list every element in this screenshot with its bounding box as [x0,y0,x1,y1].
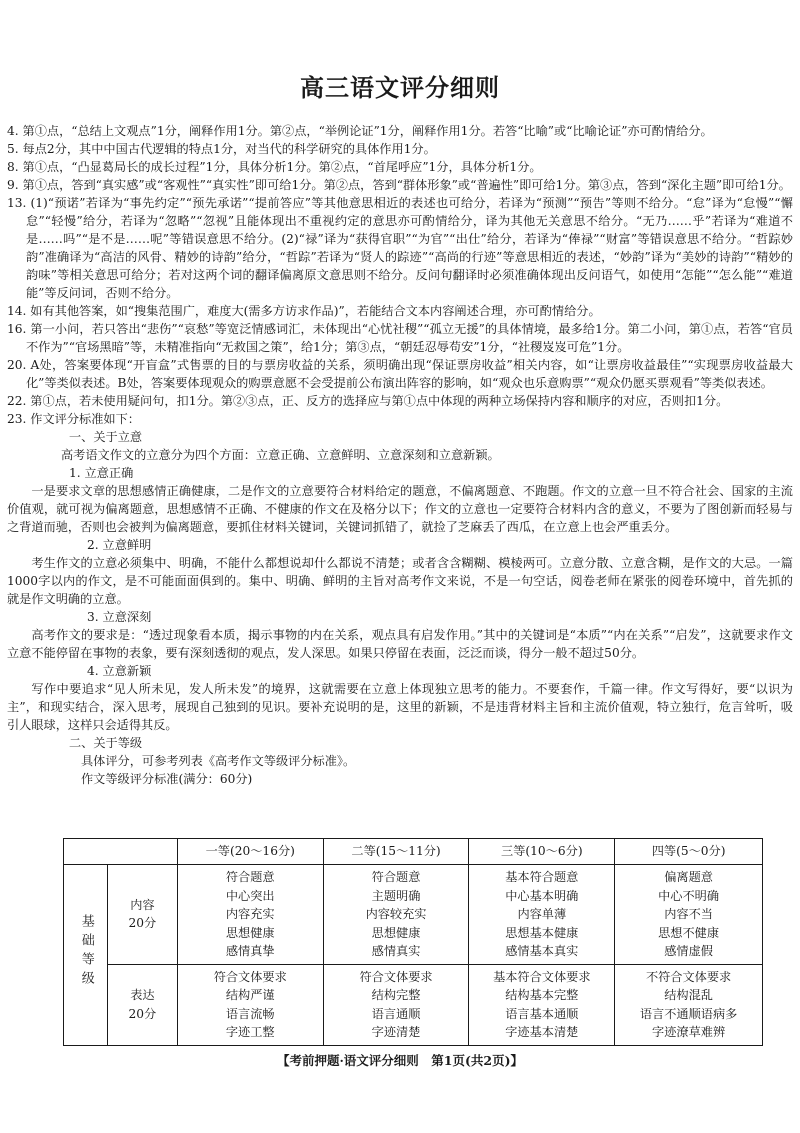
criterion: 语言通顺 [371,1006,421,1021]
subsection-heading-2: 2. 立意鲜明 [87,538,152,552]
criterion: 符合题意 [371,870,421,884]
criterion: 中心基本明确 [505,888,579,903]
scoring-rules [7,122,793,788]
table-corner-cell [64,839,178,865]
reference-note: 具体评分，可参考列表《高考作文等级评分标准》。 [81,754,356,768]
subsection-text-1: 一是要求文章的思想感情正确健康，二是作文的立意要符合材料给定的题意，不偏离题意、不跑题。作文的立意一旦不符合社会、国家的主流价值观，就可视为偏离题意，思想感情不正确、不健康的作文在及格分以下；作文的立意也一定要符合材料内含的意义，不要为了图创新而轻易与之背道而驰，否则也会被判为偏离题意，要抓住材料关键词，关键词抓错了，就捡了芝麻丢了西瓜，在立意上也会严重丢分。 [7,484,793,534]
criterion: 字迹清楚 [371,1025,421,1039]
table-caption: 作文等级评分标准(满分：60分) [81,772,253,786]
table-header-grade-4: 四等(5～0分) [615,839,763,865]
criterion: 语言流畅 [225,1006,275,1021]
criterion: 主题明确 [371,888,421,903]
row-label-points: 20分 [128,1006,157,1021]
subsection-heading-4: 4. 立意新颖 [87,664,152,678]
criterion: 结构混乱 [664,988,713,1002]
rule-item-20: 20. A处，答案要体现“开盲盒”式售票的目的与票房收益的关系，须明确出现“保证票房收益”相关内容，如“让票房收益最佳”“实现票房收益最大化”等类似表述。B处，答案要体现观众的购票意愿不会受提前公布演出阵容的影响，如“观众也乐意购票”“观众仍愿买票观看”等类似表述。 [7,358,793,390]
table-cell [177,865,323,965]
table-header-grade-3: 三等(10～6分) [469,839,615,865]
table-cell [177,964,323,1045]
criterion: 字迹基本清楚 [505,1025,579,1039]
rule-item-8: 8. 第①点，“凸显葛局长的成长过程”1分，具体分析1分。第②点，“首尾呼应”1分，具体分析1分。 [7,160,542,174]
criterion: 结构完整 [371,988,421,1002]
criterion: 内容单薄 [517,907,567,921]
row-label-name: 表达 [130,988,155,1002]
subsection-text-3: 高考作文的要求是：“透过现象看本质，揭示事物的内在关系，观点具有启发作用。”其中的关键词是“本质”“内在关系”“启发”，这就要求作文立意不能停留在事物的表象，要有深刻透彻的观点，发人深思。如果只停留在表面，泛泛而谈，得分一般不超过50分。 [7,628,793,660]
criterion: 思想健康 [225,925,275,940]
table-cell [323,964,469,1045]
criterion: 符合题意 [225,870,275,884]
rule-item-23: 23. 作文评分标准如下： [7,412,140,426]
rule-item-13: 13. (1)“预诺”若译为“事先约定”“预先承诺”“提前答应”等其他意思相近的表述也可给分，若译为“预测”“预告”等则不给分。“怠”译为“怠慢”“懈怠”“轻慢”给分，若译为“忽略”“忽视”且能体现出不重视约定的意思亦可酌情给分，译为其他无关意思不给分。“无乃……乎”若译为“难道不是……吗”“是不是……呢”等错误意思不给分。(2)“禄”译为“获得官职”“为官”“出仕”给分，若译为“俸禄”“财富”等错误意思不给分。“哲踪妙韵”准确译为“高洁的风骨、精妙的诗韵”给分，“哲踪”若译为“贤人的踪迹”“高尚的行迹”等意思相近的表述，“妙韵”译为“美妙的诗韵”“精妙的韵味”等相关意思可给分；若对这两个词的翻译偏离原文意思则不给分。反问句翻译时必须准确体现出反问语气，如使用“怎能”“怎么能”“难道能”等反问词，否则不给分。 [7,196,793,300]
criterion: 语言不通顺语病多 [639,1006,738,1021]
criterion: 字迹潦草难辨 [652,1025,726,1039]
page-title: 高三语文评分细则 [300,74,500,102]
criterion: 内容较充实 [365,907,427,921]
subsection-heading-1: 1. 立意正确 [69,466,134,480]
criterion: 符合文体要求 [359,969,433,984]
table-row-label-content [107,865,177,965]
criterion: 语言基本通顺 [505,1006,579,1021]
criterion: 感情虚假 [664,944,713,958]
criterion: 思想基本健康 [505,925,579,940]
grading-table [63,838,763,1046]
criterion: 内容不当 [664,907,713,921]
section-heading-2: 二、关于等级 [69,736,143,750]
subsection-text-2: 考生作文的立意必须集中、明确，不能什么都想说却什么都说不清楚；或者含含糊糊、模棱两可。立意分散、立意含糊，是作文的大忌。一篇1000字以内的作文，是不可能面面俱到的。集中、明确、鲜明的主旨对高考作文来说，不是一句空话，阅卷老师在紧张的阅卷环境中，首先抓的就是作文明确的立意。 [7,556,793,606]
subsection-text-4: 写作中要追求“见人所未见，发人所未发”的境界，这就需要在立意上体现独立思考的能力。不要套作，千篇一律。作文写得好，要“以识为主”，和现实结合，深入思考，展现自己独到的见识。要补充说明的是，这里的新颖，不是违背材料主旨和主流价值观，特立独行，危言耸听，吸引人眼球，这样只会适得其反。 [7,682,793,732]
table-header-grade-1: 一等(20～16分) [177,839,323,865]
criterion: 字迹工整 [225,1025,275,1039]
table-cell [469,865,615,965]
table-cell [323,865,469,965]
essay-intro: 高考语文作文的立意分为四个方面：立意正确、立意鲜明、立意深刻和立意新颖。 [61,448,500,462]
rule-item-14: 14. 如有其他答案，如“搜集范围广，难度大(需多方访求作品)”，若能结合文本内容阐述合理，亦可酌情给分。 [7,304,601,318]
section-heading-1: 一、关于立意 [69,430,143,444]
table-row-content [64,865,763,965]
row-label-name: 内容 [130,897,155,912]
rule-item-9: 9. 第①点，答到“真实感”或“客观性”“真实性”即可给1分。第②点，答到“群体形象”或“普遍性”即可给1分。第③点，答到“深化主题”即可给1分。 [7,178,791,192]
table-row-label-expression [107,964,177,1045]
criterion: 基本符合文体要求 [493,969,591,984]
table-cell [615,865,763,965]
criterion: 思想不健康 [658,925,720,940]
table-cell [615,964,763,1045]
row-label-points: 20分 [128,916,157,931]
page-footer: 【考前押题·语文评分细则 第1页(共2页)】 [276,1053,524,1068]
table-category-label: 基础等级 [78,914,94,990]
rule-item-22: 22. 第①点，若未使用疑问句，扣1分。第②③点，正、反方的选择应与第①点中体现的两种立场保持内容和顺序的对应，否则扣1分。 [7,394,729,408]
criterion: 中心不明确 [658,888,720,903]
criterion: 不符合文体要求 [645,969,732,984]
table-header-grade-2: 二等(15～11分) [323,839,469,865]
rule-item-16: 16. 第一小问，若只答出“悲伤”“哀愁”等宽泛情感词汇，未体现出“心忧社稷”“孤立无援”的具体情境，最多给1分。第二小问，第①点，若答“官员不作为”“官场黑暗”等，未精准指向“无救国之策”，给1分；第③点，“朝廷忍辱苟安”1分，“社稷岌岌可危”1分。 [7,322,793,354]
criterion: 感情真实 [371,944,421,958]
criterion: 符合文体要求 [213,969,287,984]
table-header-row [64,839,763,865]
table-cell [469,964,615,1045]
criterion: 内容充实 [225,907,275,921]
table-row-expression [64,964,763,1045]
criterion: 感情真挚 [225,944,275,958]
criterion: 感情基本真实 [505,944,579,958]
criterion: 基本符合题意 [505,870,579,884]
criterion: 思想健康 [371,925,421,940]
subsection-heading-3: 3. 立意深刻 [87,610,152,624]
criterion: 结构基本完整 [505,988,579,1002]
criterion: 中心突出 [225,888,275,903]
criterion: 偏离题意 [664,870,713,884]
criterion: 结构严谨 [225,988,275,1002]
rule-item-4: 4. 第①点，“总结上文观点”1分，阐释作用1分。第②点，“举例论证”1分，阐释作用1分。若答“比喻”或“比喻论证”亦可酌情给分。 [7,124,713,138]
table-category-cell [64,865,108,1046]
rule-item-5: 5. 每点2分，其中中国古代逻辑的特点1分，对当代的科学研究的具体作用1分。 [7,142,436,156]
